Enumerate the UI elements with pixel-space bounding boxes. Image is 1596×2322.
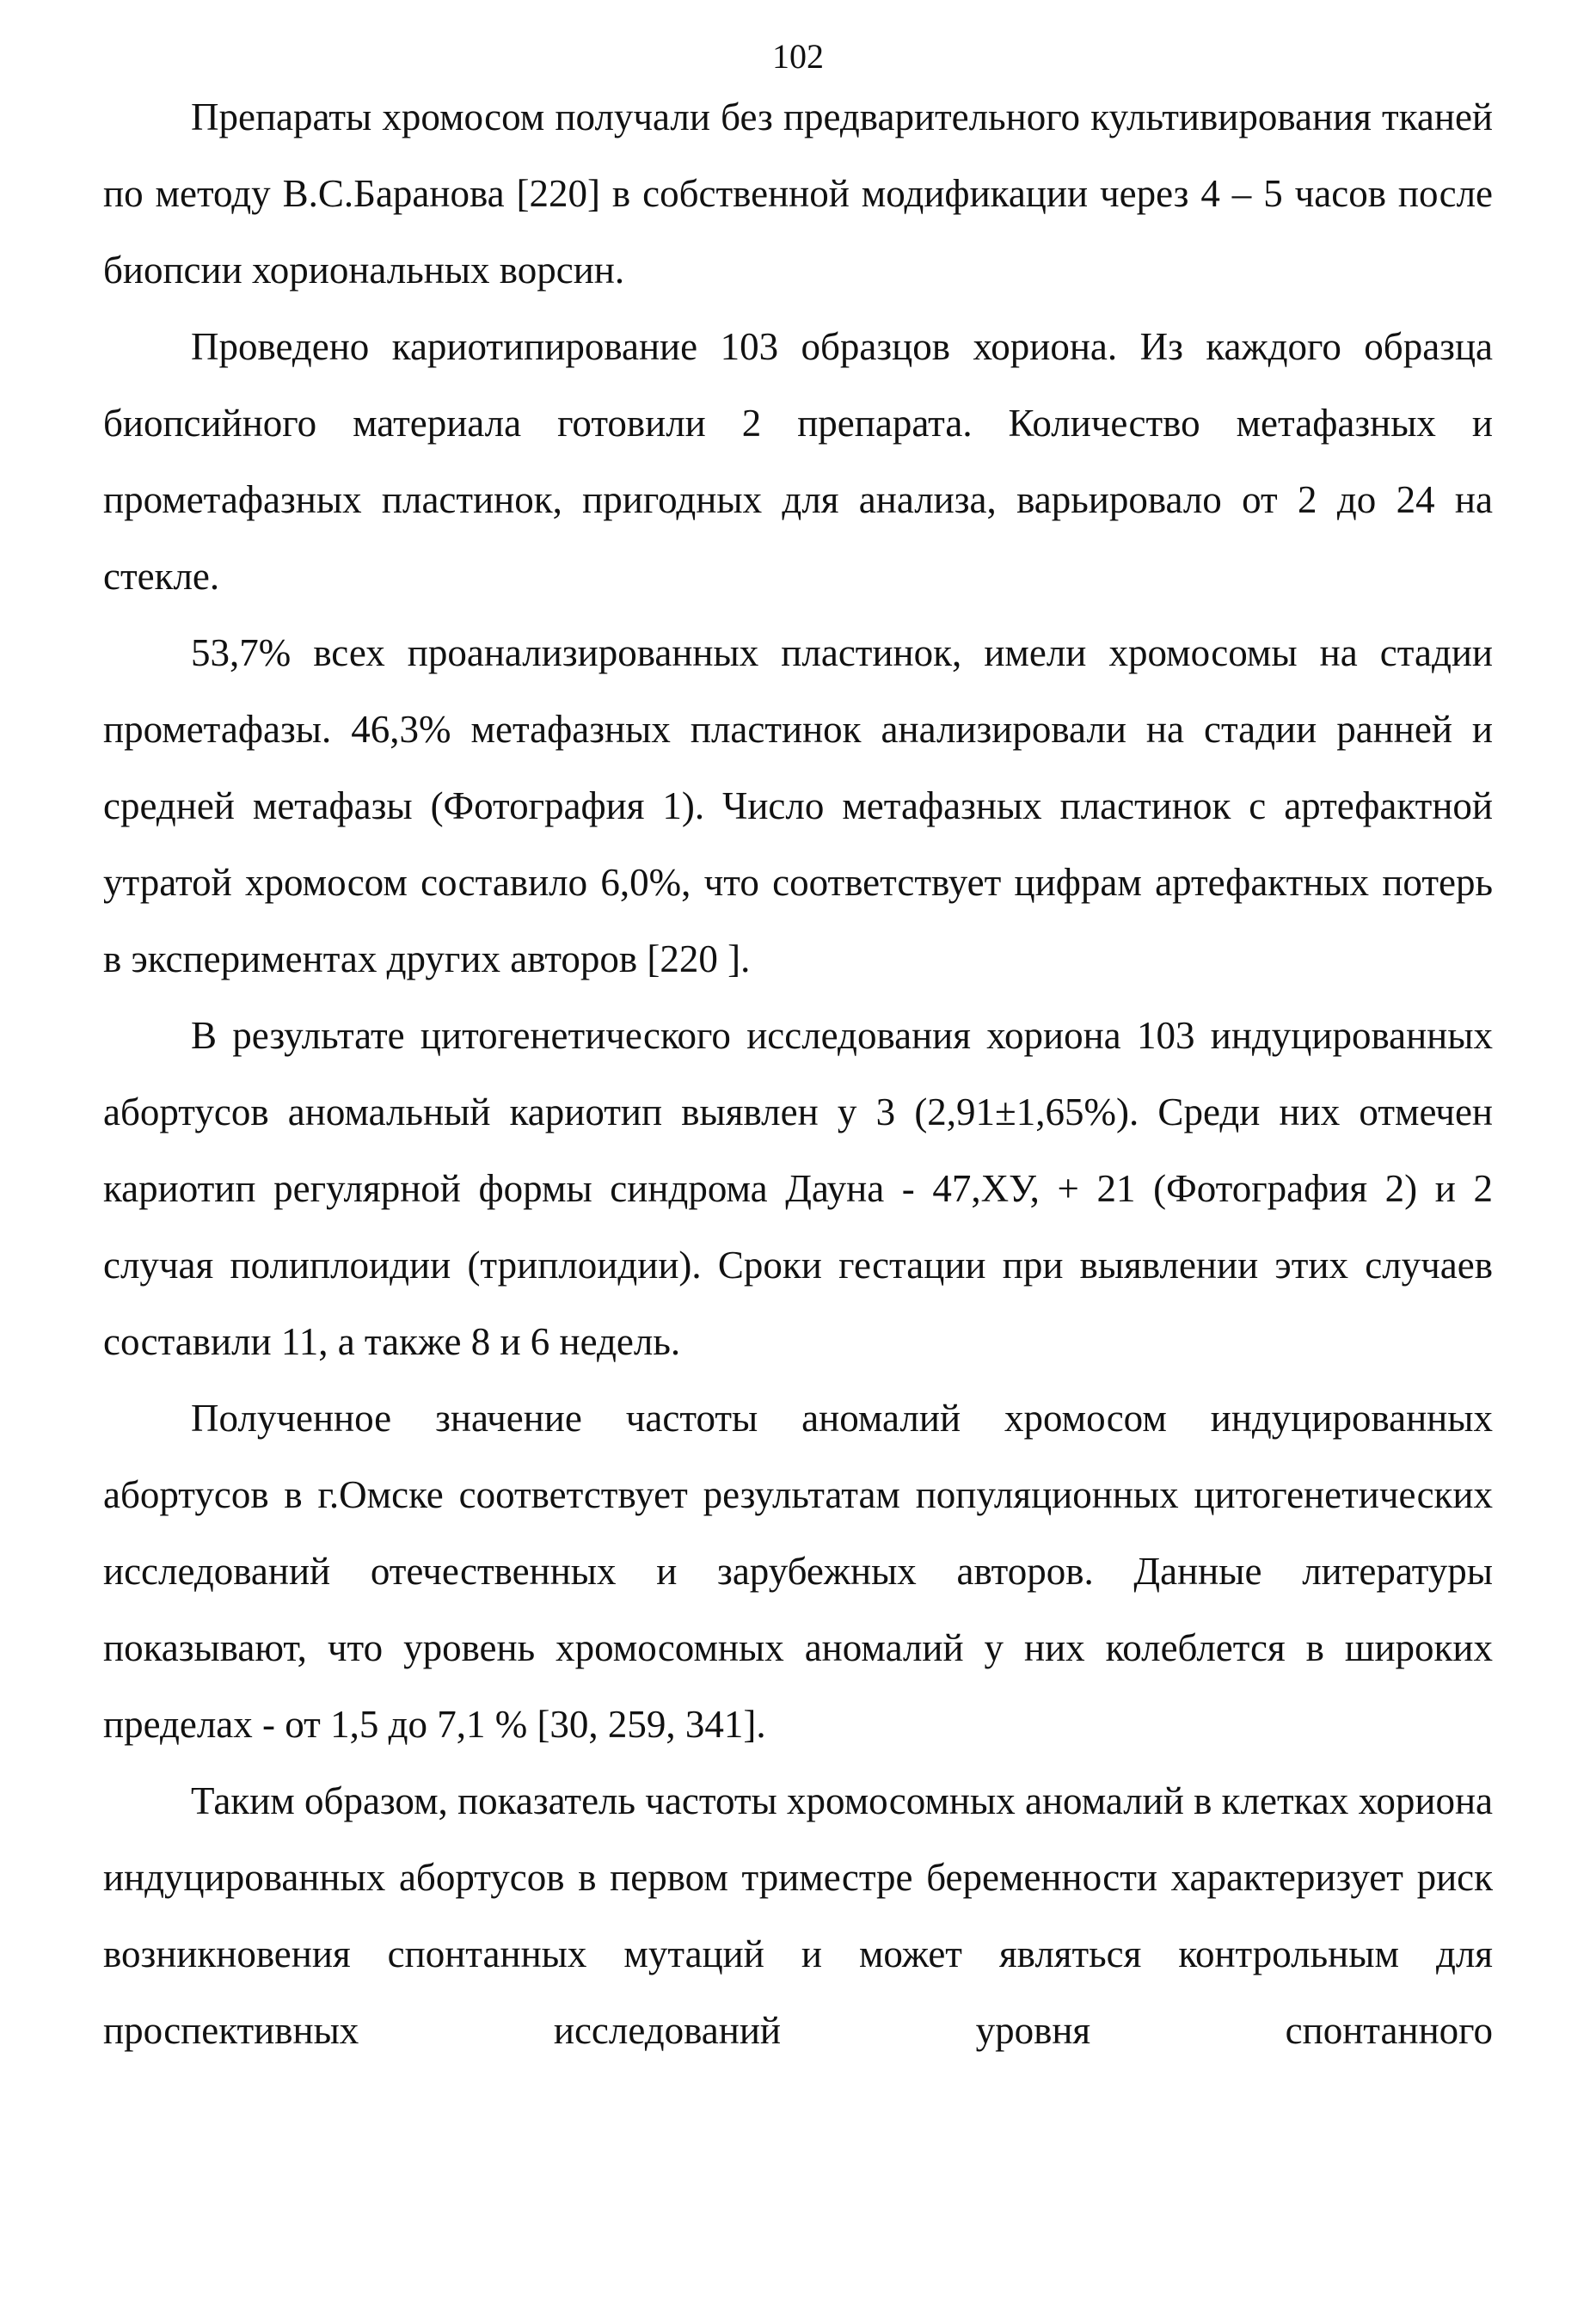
paragraph-cytogenetic-results: В результате цитогенетического исследования хориона 103 индуцированных абортусов аномальный кариотип выявлен у 3 (2,91±1,65%). Среди них отмечен кариотип регулярной формы синдрома Дауна - 47,ХУ, + 21 (Фотография 2) и 2 случая полиплоидии (триплоидии). Сроки гестации при выявлении этих случаев составили 11, а также 8 и 6 недель. bbox=[103, 1014, 1493, 1363]
paragraph-conclusion: Таким образом, показатель частоты хромосомных аномалий в клетках хориона индуцированных абортусов в первом триместре беременности характеризует риск возникновения спонтанных мутаций и может являться контрольным для проспективных исследований уровня спонтанного bbox=[103, 1779, 1493, 2052]
paragraph-metaphase-analysis: 53,7% всех проанализированных пластинок, имели хромосомы на стадии прометафазы. 46,3% метафазных пластинок анализировали на стадии ранней и средней метафазы (Фотография 1). Число метафазных пластинок с артефактной утратой хромосом составило 6,0%, что соответствует цифрам артефактных потерь в экспериментах других авторов [220 ]. bbox=[103, 631, 1493, 980]
paragraph-karyotyping: Проведено кариотипирование 103 образцов хориона. Из каждого образца биопсийного материала готовили 2 препарата. Количество метафазных и прометафазных пластинок, пригодных для анализа, варьировало от 2 до 24 на стекле. bbox=[103, 325, 1493, 598]
paragraph-omsk-comparison: Полученное значение частоты аномалий хромосом индуцированных абортусов в г.Омске соответствует результатам популяционных цитогенетических исследований отечественных и зарубежных авторов. Данные литературы показывают, что уровень хромосомных аномалий у них колеблется в широких пределах - от 1,5 до 7,1 % [30, 259, 341]. bbox=[103, 1397, 1493, 1746]
paragraph-chromosome-preparation: Препараты хромосом получали без предварительного культивирования тканей по методу В.С.Баранова [220] в собственной модификации через 4 – 5 часов после биопсии хориональных ворсин. bbox=[103, 95, 1493, 292]
body-text bbox=[103, 79, 1493, 2069]
page-number: 102 bbox=[772, 37, 824, 76]
